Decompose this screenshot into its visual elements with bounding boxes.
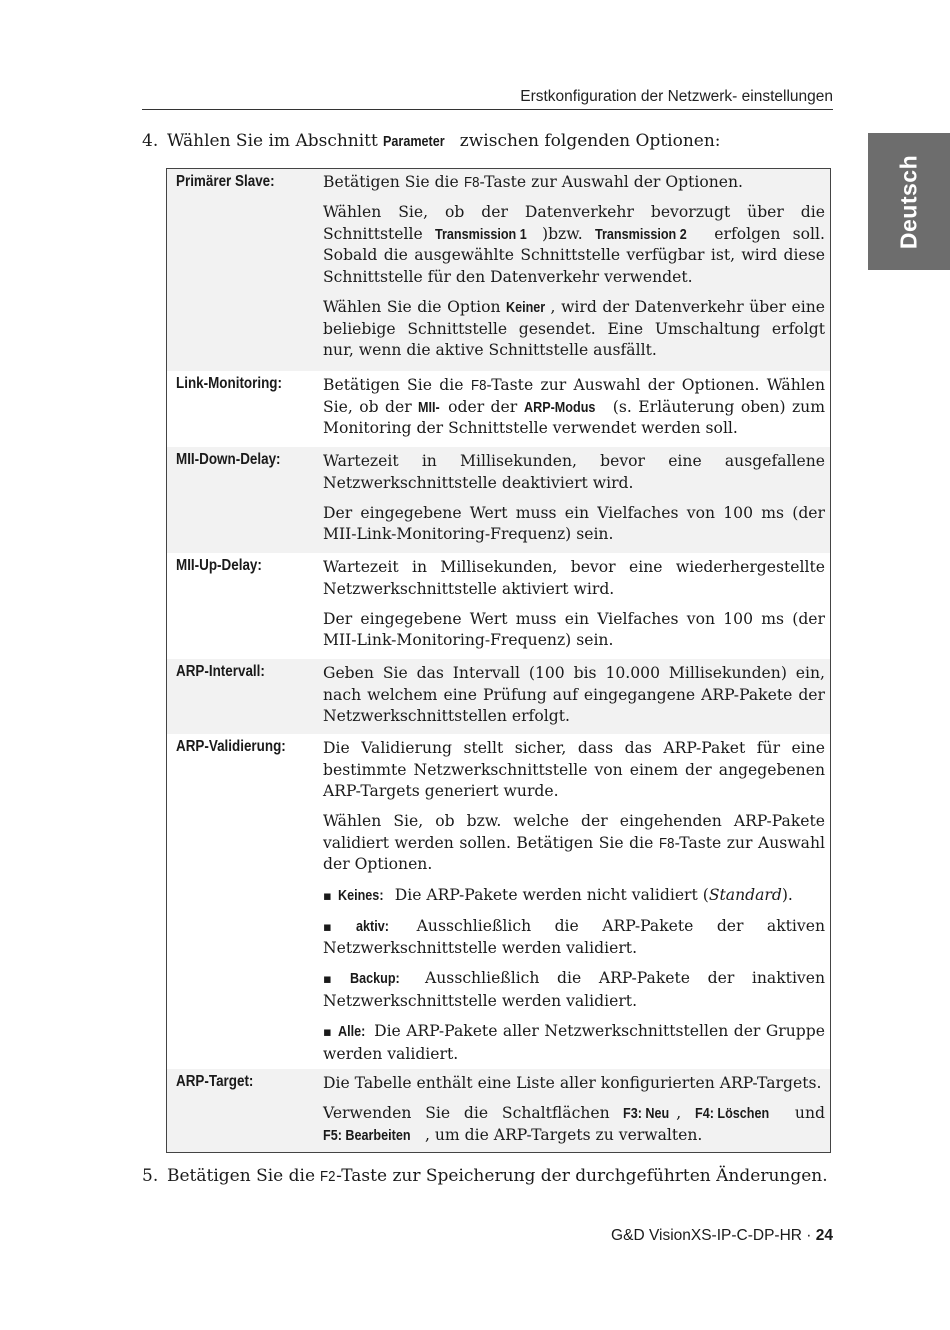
text: Ausschließlich die ARP-Pakete der inaktiven Netzwerkschnittstelle werden validiert.	[323, 969, 826, 1010]
text: Der eingegebene Wert muss ein Vielfaches von 100 ms (der MII-Link-Monitoring-Frequenz) sein.	[323, 503, 825, 544]
term-description	[323, 557, 825, 652]
table-row-arp-intervall	[167, 659, 830, 734]
transmission-2-label: Transmission 2	[595, 225, 687, 243]
table-row-arp-validierung	[167, 734, 830, 1069]
text: -Taste zur Speicherung der durchgeführten Änderungen.	[336, 1166, 828, 1186]
f5-bearbeiten-label: F5: Bearbeiten	[323, 1126, 411, 1144]
option-keines: Keines:	[337, 886, 384, 904]
text: Die ARP-Pakete aller Netzwerkschnittstellen der Gruppe werden validiert.	[323, 1022, 825, 1063]
step-number: 5.	[142, 1166, 159, 1186]
step-text	[167, 1165, 828, 1188]
term-description	[323, 451, 825, 546]
parameter-table	[166, 168, 831, 1153]
text: Die Validierung stellt sicher, dass das ARP-Paket für eine bestimmte Netzwerkschnittstelle von einem der angegebenen ARP-Targets generiert wurde.	[323, 739, 825, 801]
table-row-mii-down-delay	[167, 447, 830, 553]
text: , um die ARP-Targets zu verwalten.	[424, 1125, 703, 1144]
text: -Taste zur Auswahl der Optionen.	[479, 173, 744, 191]
text: erfolgen soll. Sobald die ausgewählte Schnittstelle verfügbar ist, wird diese Schnittstelle für den Datenverkehr verwendet.	[323, 224, 825, 286]
list-item	[323, 885, 825, 908]
term-description	[323, 1073, 825, 1146]
step-text	[167, 130, 721, 153]
text: Geben Sie das Intervall (100 bis 10.000 Millisekunden) ein, nach welchem eine Prüfung auf eingegangene ARP-Pakete der Netzwerkschnittstellen erfolgt.	[323, 664, 825, 726]
arp-modus-label: ARP-Modus	[523, 398, 596, 416]
product-name: G&D VisionXS-IP-C-DP-HR	[611, 1227, 802, 1244]
f2-key: F2	[320, 1168, 336, 1185]
text: Wählen Sie, ob der Datenverkehr bevorzugt über die Schnittstelle	[323, 203, 825, 243]
table-row-arp-target	[167, 1069, 830, 1152]
f3-neu-label: F3: Neu	[623, 1105, 670, 1123]
list-item	[323, 968, 825, 1012]
list-item	[323, 916, 825, 960]
parameter-keyword: Parameter	[383, 133, 445, 150]
header-rule	[142, 109, 833, 110]
text: Betätigen Sie die	[167, 1166, 321, 1186]
text: Wählen Sie die Option	[323, 297, 507, 316]
option-backup: Backup:	[350, 970, 401, 988]
text: oder der	[441, 397, 524, 416]
table-row-link-monitoring	[167, 371, 830, 447]
f8-key: F8	[658, 834, 675, 852]
footer-separator: ·	[801, 1227, 816, 1244]
term-label: MII-Up-Delay:	[176, 557, 262, 574]
mii-label: MII-	[418, 398, 440, 416]
text: )bzw.	[541, 224, 596, 243]
list-item	[323, 1021, 825, 1065]
text: Die Tabelle enthält eine Liste aller konfigurierten ARP-Targets.	[323, 1074, 822, 1092]
text: Die ARP-Pakete werden nicht validiert (	[389, 885, 709, 904]
text: -Taste zur Auswahl der Optionen.	[323, 833, 825, 874]
f8-key: F8	[470, 377, 487, 394]
option-aktiv: aktiv:	[356, 917, 390, 935]
text: , wird der Datenverkehr über eine beliebige Schnittstelle gesendet. Eine Umschaltung erfolgt nur, wenn die aktive Schnittstelle ausfällt.	[323, 297, 825, 360]
text: ,	[676, 1104, 695, 1123]
term-description	[323, 172, 825, 362]
f4-loeschen-label: F4: Löschen	[695, 1105, 770, 1123]
text: Der eingegebene Wert muss ein Vielfaches von 100 ms (der MII-Link-Monitoring-Frequenz) sein.	[323, 609, 825, 650]
term-label: Primärer Slave:	[176, 173, 275, 190]
text: und	[781, 1104, 825, 1123]
step-number: 4.	[142, 131, 159, 151]
transmission-1-label: Transmission 1	[435, 225, 527, 243]
option-alle: Alle:	[338, 1023, 366, 1041]
text: Wählen Sie, ob bzw. welche der eingehenden ARP-Pakete validiert werden sollen. Betätigen Sie die	[323, 812, 825, 852]
language-tab-label: Deutsch	[895, 154, 922, 249]
language-tab	[868, 133, 950, 270]
term-label: MII-Down-Delay:	[176, 451, 281, 468]
text: Verwenden Sie die Schaltflächen	[323, 1104, 624, 1123]
text: Ausschließlich die ARP-Pakete der aktiven Netzwerkschnittstelle werden validiert.	[323, 916, 825, 958]
standard-italic: Standard	[708, 885, 782, 904]
keiner-label: Keiner	[506, 298, 546, 316]
text: (s. Erläuterung oben) zum Monitoring der Schnittstelle verwendet werden soll.	[323, 397, 825, 438]
text: Wartezeit in Millisekunden, bevor eine ausgefallene Netzwerkschnittstelle deaktiviert wird.	[323, 452, 825, 492]
page-number: 24	[815, 1227, 833, 1244]
term-description	[323, 663, 825, 728]
term-label: ARP-Validierung:	[176, 738, 286, 755]
term-label: ARP-Target:	[176, 1073, 254, 1090]
term-description	[323, 738, 825, 1065]
text: Betätigen Sie die	[323, 376, 471, 394]
text: Wartezeit in Millisekunden, bevor eine wiederhergestellte Netzwerkschnittstelle aktiviert wird.	[323, 558, 825, 598]
step-text-post: zwischen folgenden Optionen:	[459, 131, 721, 151]
table-row-mii-up-delay	[167, 553, 830, 659]
text: -Taste zur Auswahl der Optionen. Wählen Sie, ob der	[323, 376, 825, 416]
running-header: Erstkonfiguration der Netzwerk- einstellungen	[520, 88, 833, 105]
text: ).	[781, 885, 793, 904]
term-description	[323, 375, 825, 440]
table-row-primaerer-slave	[167, 169, 830, 371]
step-text-pre: Wählen Sie im Abschnitt	[167, 131, 378, 151]
page-footer	[142, 1227, 833, 1245]
term-label: ARP-Intervall:	[176, 663, 265, 680]
term-label: Link-Monitoring:	[176, 375, 282, 392]
text: Betätigen Sie die	[323, 173, 464, 191]
f8-key: F8	[463, 174, 480, 191]
